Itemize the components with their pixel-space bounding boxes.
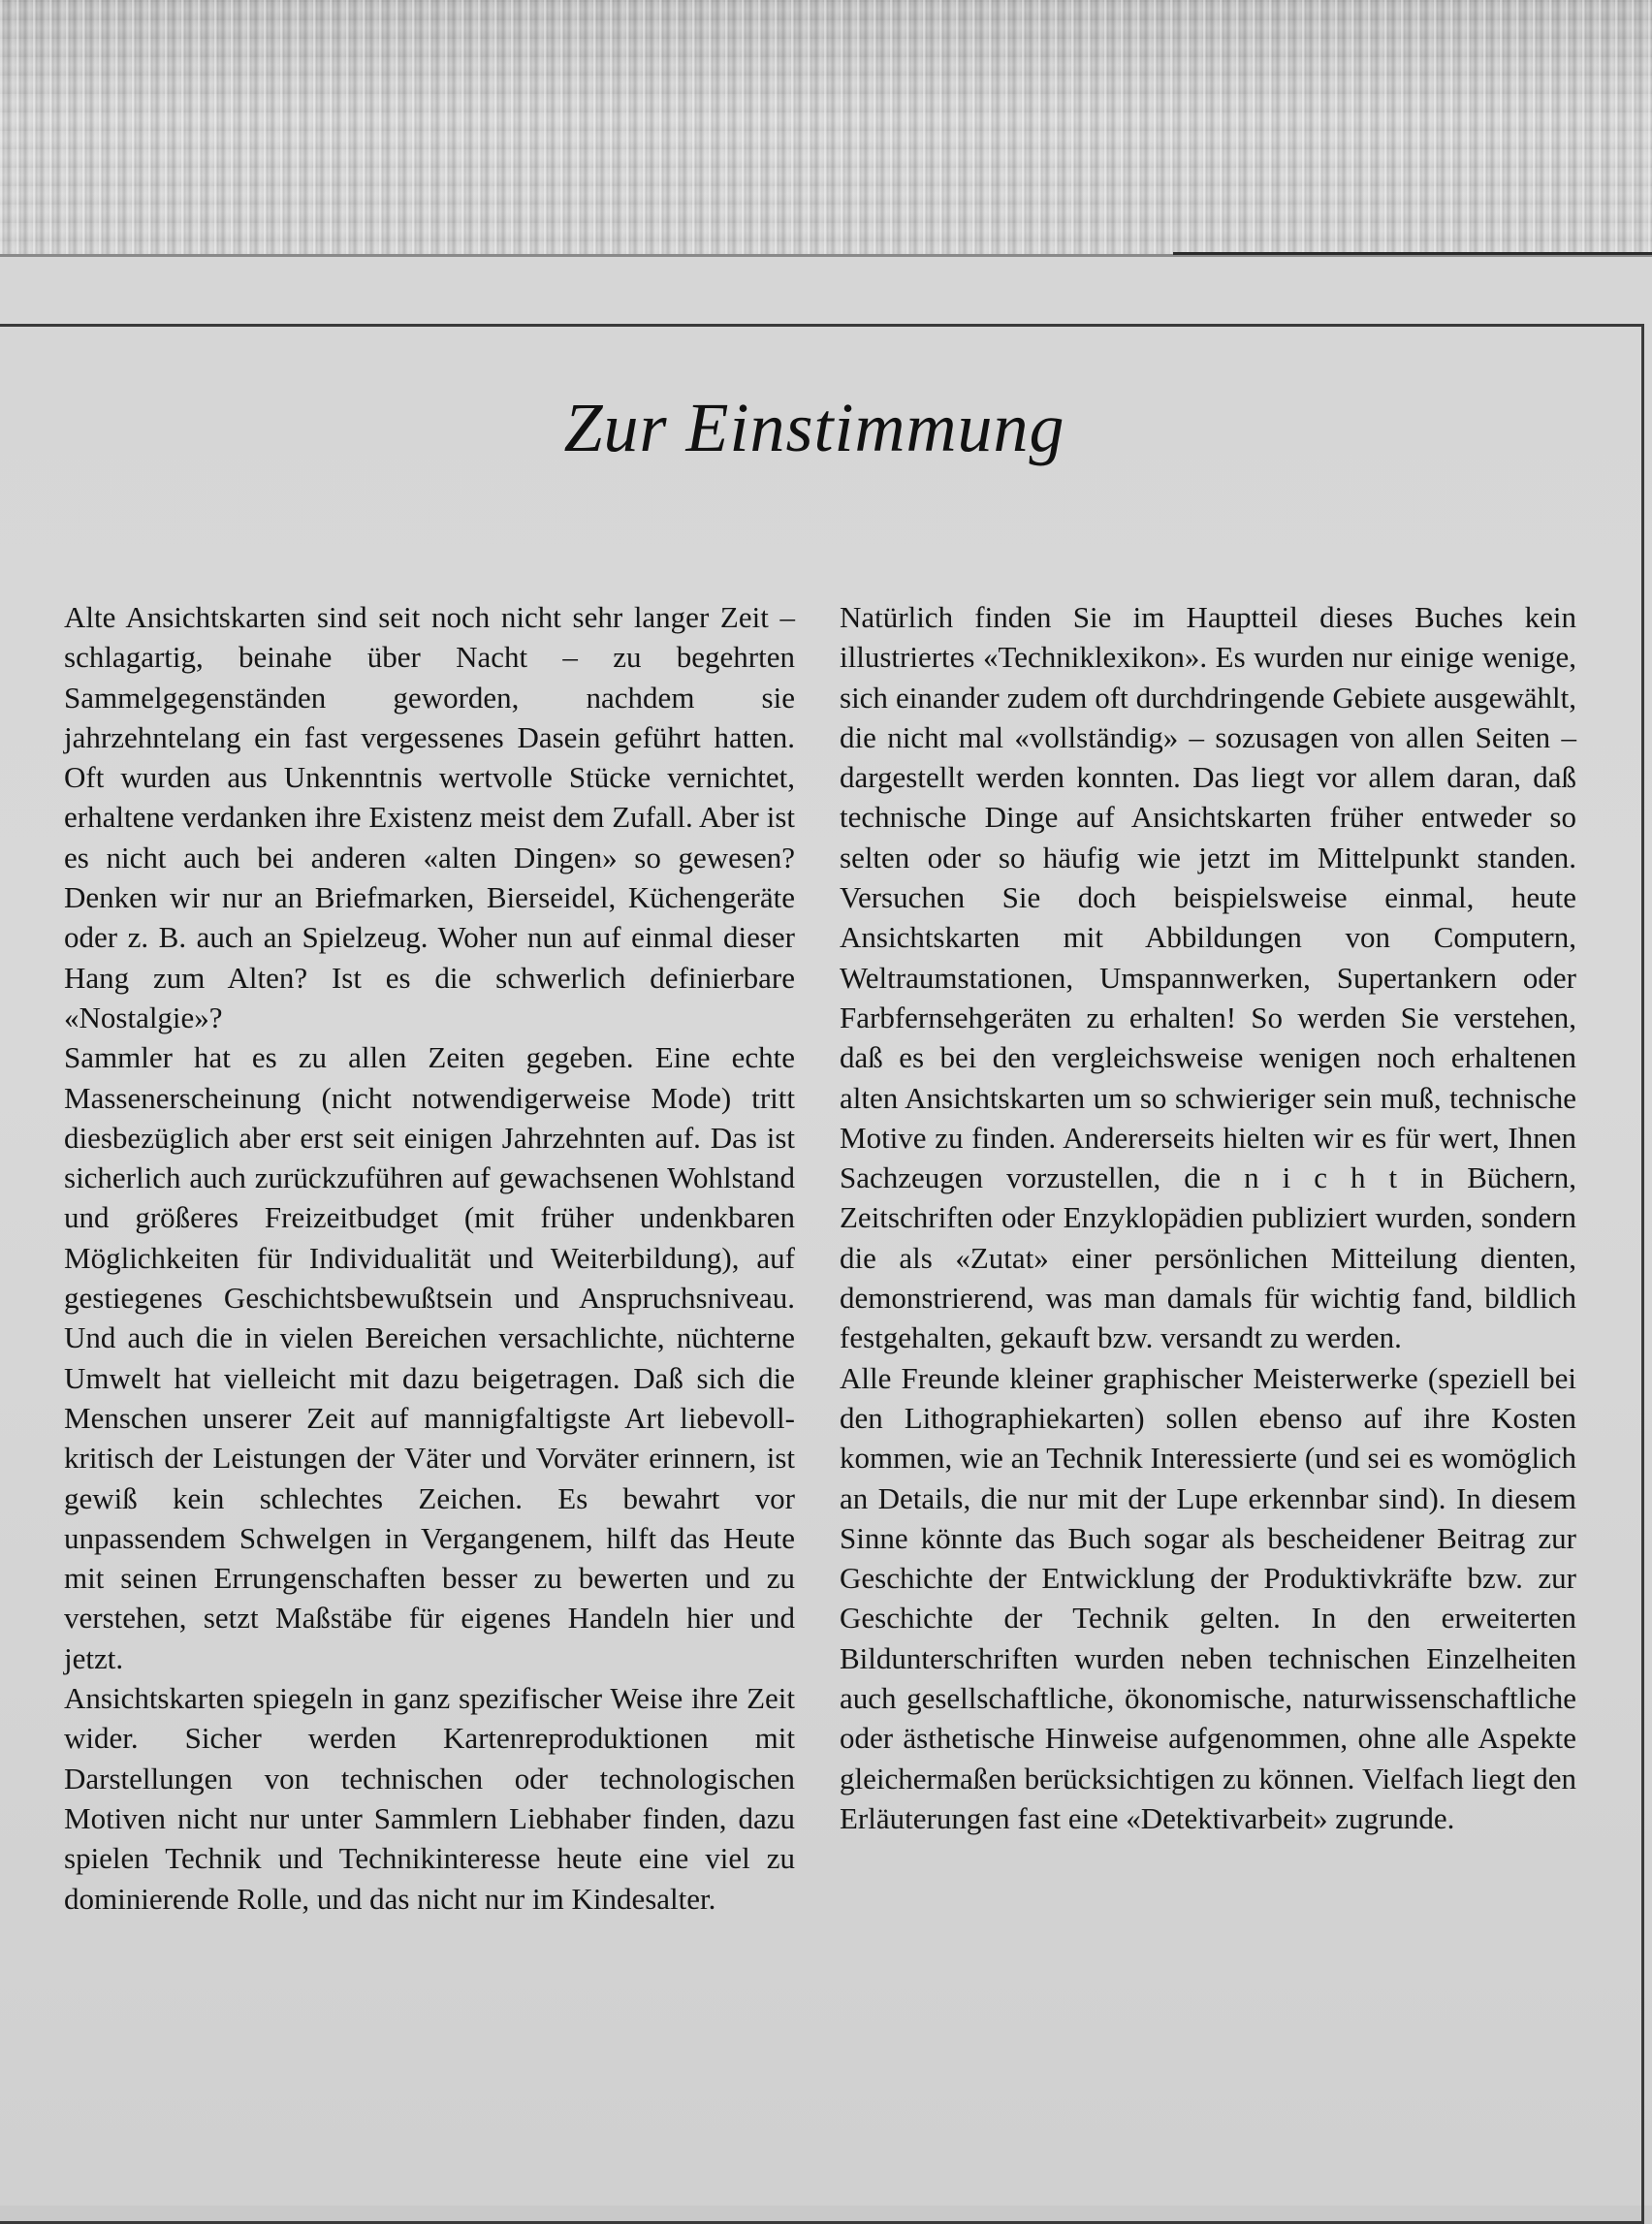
top-rule [1173,252,1652,255]
page-title: Zur Einstimmung [563,389,1065,466]
paragraph: Ansichtskarten spiegeln in ganz spezifischer Weise ihre Zeit wider. Sicher werden Kartenreproduktionen mit Darstellungen von technischen oder technologischen Motiven nicht nur unter Sammlern Liebhaber finden, dazu spielen Technik und Technikinteresse heute eine viel zu dominierende Rolle, und das nicht nur im Kindesalter. [64,1681,795,1916]
paragraph: Sammler hat es zu allen Zeiten gegeben. Eine echte Massenerscheinung (nicht notwendigerweise Mode) tritt diesbezüglich aber erst seit einigen Jahrzehnten auf. Das ist sicherlich auch zurückzuführen auf gewachsenen Wohlstand und größeres Freizeitbudget (mit früher undenkbaren Möglichkeiten für Individualität und Weiterbildung), auf gestiegenes Geschichtsbewußtsein und Anspruchsniveau. Und auch die in vielen Bereichen versachlichte, nüchterne Umwelt hat vielleicht mit dazu beigetragen. Daß sich die Menschen unserer Zeit auf mannigfaltigste Art liebevoll-kritisch der Leistungen der Väter und Vorväter erinnern, ist gewiß kein schlechtes Zeichen. Es bewahrt vor unpassendem Schwelgen in Vergangenem, hilft das Heute mit seinen Errungenschaften besser zu bewerten und zu verstehen, setzt Maßstäbe für eigenes Handeln hier und jetzt. [64,1040,795,1675]
paragraph: Natürlich finden Sie im Hauptteil dieses Buches kein illustriertes «Techniklexikon». Es wurden nur einige wenige, sich einander zudem oft durchdringende Gebiete ausgewählt, die nicht mal «vollständig» – sozusagen von allen Seiten – dargestellt werden konnten. Das liegt vor allem daran, daß technische Dinge auf Ansichtskarten früher entweder so selten oder so häufig wie jetzt im Mittelpunkt standen. Versuchen Sie doch beispielsweise einmal, heute Ansichtskarten mit Abbildungen von Computern, Weltraumstationen, Umspannwerken, Supertankern oder Farbfernsehgeräten zu erhalten! So werden Sie verstehen, daß es bei den vergleichsweise wenigen noch erhaltenen alten Ansichtskarten um so schwieriger sein muß, technische Motive zu finden. Andererseits hielten wir es für wert, Ihnen Sachzeugen vorzustellen, die n i c h t in Büchern, Zeitschriften oder Enzyklopädien publiziert wurden, sondern die als «Zutat» einer persönlichen Mitteilung dienten, demonstrierend, was man damals für wichtig fand, bildlich festgehalten, gekauft bzw. versandt zu werden. [840,600,1576,1355]
paragraph: Alte Ansichtskarten sind seit noch nicht sehr langer Zeit – schlagartig, beinahe über Nacht – zu begehrten Sammelgegenständen geworden, nachdem sie jahrzehntelang ein fast vergessenes Dasein geführt hatten. Oft wurden aus Unkenntnis wertvolle Stücke vernichtet, erhaltene verdanken ihre Existenz meist dem Zufall. Aber ist es nicht auch bei anderen «alten Dingen» so gewesen? Denken wir nur an Briefmarken, Bierseidel, Küchengeräte oder z. B. auch an Spielzeug. Woher nun auf einmal dieser Hang zum Alten? Ist es die schwerlich definierbare «Nostalgie»? [64,600,795,1034]
background-texture [0,0,1652,260]
paragraph: Alle Freunde kleiner graphischer Meisterwerke (speziell bei den Lithographiekarten) sollen ebenso auf ihre Kosten kommen, wie an Technik Interessierte (und sei es womöglich an Details, die nur mit der Lupe erkennbar sind). In diesem Sinne könnte das Buch sogar als bescheidener Beitrag zur Geschichte der Entwicklung der Produktivkräfte bzw. zur Geschichte der Technik gelten. In den erweiterten Bildunterschriften wurden neben technischen Einzelheiten auch gesellschaftliche, ökonomische, naturwissenschaftliche oder ästhetische Hinweise aufgenommen, ohne alle Aspekte gleichermaßen berücksichtigen zu können. Vielfach liegt den Erläuterungen fast eine «Detektivarbeit» zugrunde. [840,1360,1576,1835]
left-column [64,597,795,1919]
right-column [840,597,1576,1838]
